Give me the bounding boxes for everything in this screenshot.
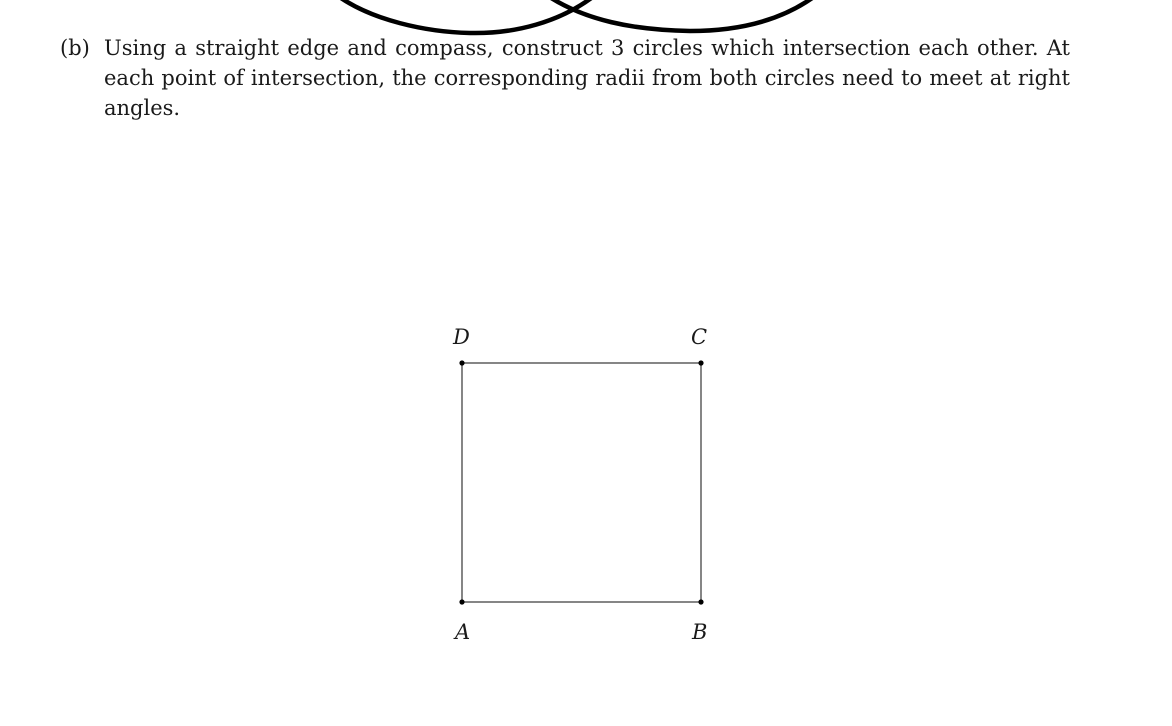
vertex-point-d xyxy=(459,360,464,365)
question-text: Using a straight edge and compass, construct 3 circles which intersection each other. At each point of intersection, the corresponding radii from both circles need to meet at right angles. xyxy=(104,36,1070,120)
vertex-label-b: B xyxy=(692,620,708,644)
square-abcd xyxy=(462,363,701,602)
vertex-point-c xyxy=(698,360,703,365)
question-label: (b) xyxy=(60,36,90,60)
vertex-label-a: A xyxy=(455,620,471,644)
vertex-point-a xyxy=(459,599,464,604)
vertex-point-b xyxy=(698,599,703,604)
vertex-label-d: D xyxy=(453,325,470,349)
vertex-label-c: C xyxy=(691,325,708,349)
